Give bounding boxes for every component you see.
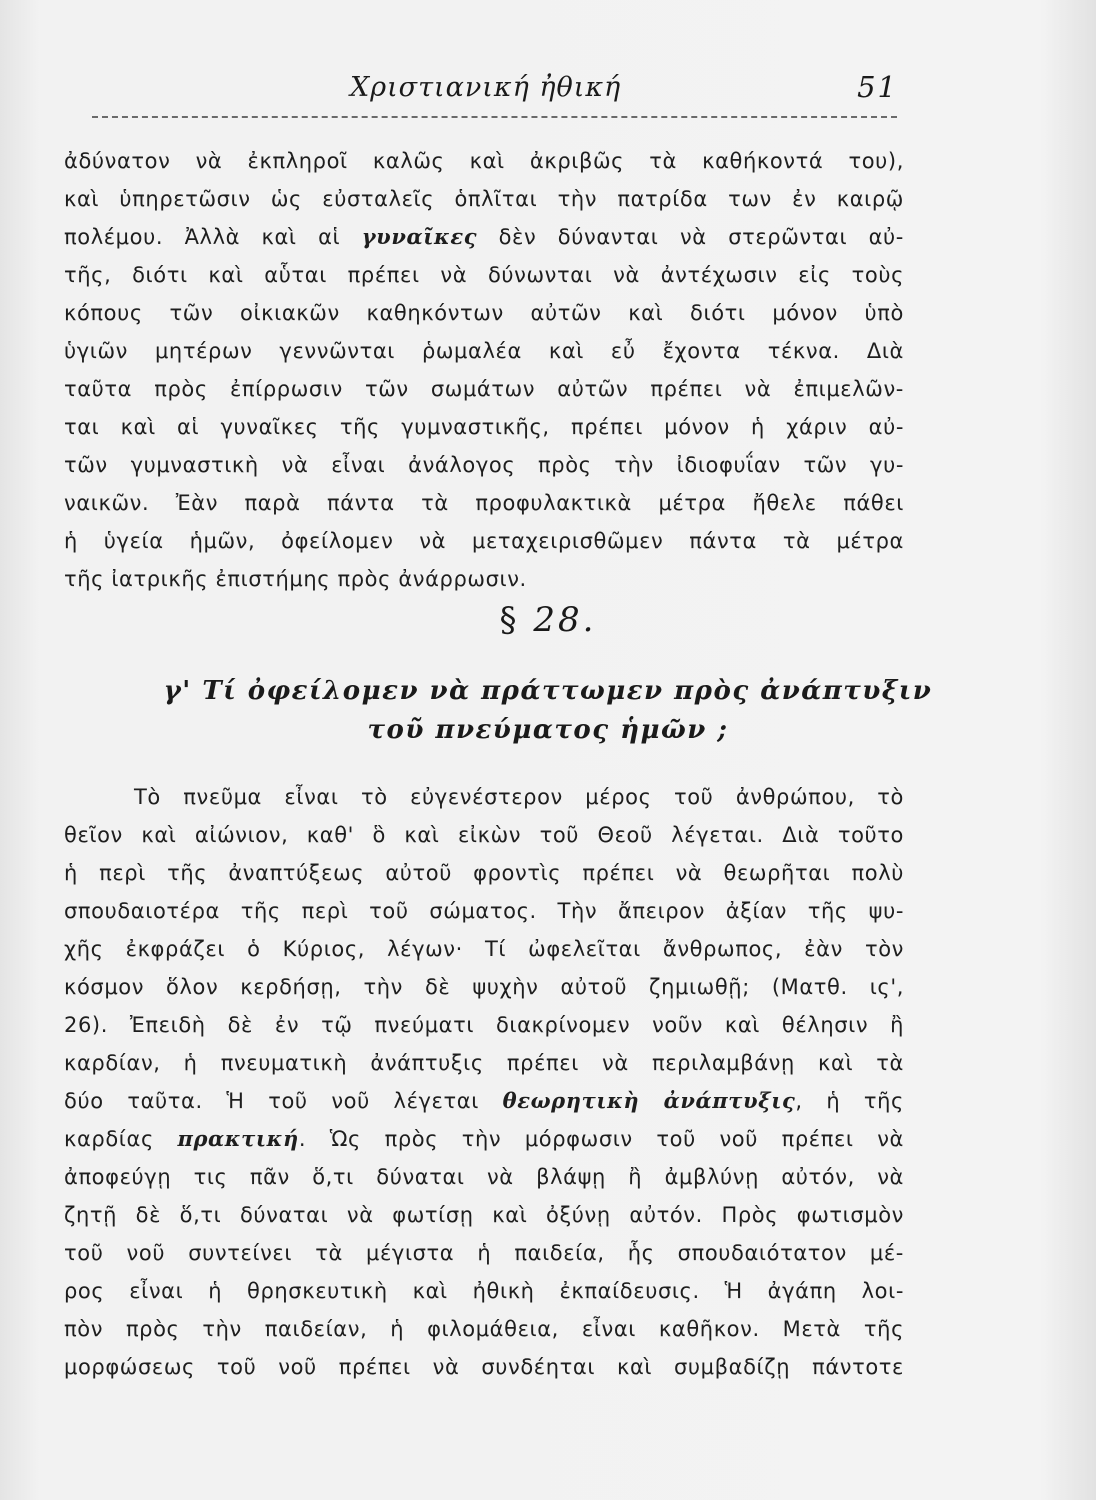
text-line: ζητῇ δὲ ὅ,τι δύναται νὰ φωτίσῃ καὶ ὀξύνῃ αὐτόν. Πρὸς φωτισμὸν <box>64 1203 904 1227</box>
text-line: 26). Ἐπειδὴ δὲ ἐν τῷ πνεύματι διακρίνομεν νοῦν καὶ θέλησιν ἢ <box>64 1013 904 1037</box>
section-number <box>0 600 1096 640</box>
text-line: ναικῶν. Ἐὰν παρὰ πάντα τὰ προφυλακτικὰ μέτρα ἤθελε πάθει <box>64 491 904 515</box>
running-title: Χριστιανική ἠθική <box>350 72 622 103</box>
text-line <box>64 1082 904 1120</box>
text-line: καὶ ὑπηρετῶσιν ὡς εὐσταλεῖς ὁπλῖται τὴν πατρίδα των ἐν καιρῷ <box>64 187 904 211</box>
text-line: πὸν πρὸς τὴν παιδείαν, ἡ φιλομάθεια, εἶναι καθῆκον. Μετὰ τῆς <box>64 1317 904 1341</box>
page-number: 51 <box>857 70 898 104</box>
text-line <box>64 1120 904 1158</box>
text-line: ταῦτα πρὸς ἐπίρρωσιν τῶν σωμάτων αὐτῶν πρέπει νὰ ἐπιμελῶν- <box>64 377 904 401</box>
text-span: , ἡ τῆς <box>795 1089 904 1113</box>
text-line: ἀποφεύγῃ τις πᾶν ὅ,τι δύναται νὰ βλάψῃ ἢ ἀμβλύνῃ αὐτόν, νὰ <box>64 1165 904 1189</box>
page-header <box>60 70 900 110</box>
emphasis-women: γυναῖκες <box>361 224 478 249</box>
text-span: . Ὡς πρὸς τὴν μόρφωσιν τοῦ νοῦ πρέπει νὰ <box>298 1127 904 1151</box>
text-line: ἡ ὑγεία ἡμῶν, ὀφείλομεν νὰ μεταχειρισθῶμεν πάντα τὰ μέτρα <box>64 529 904 553</box>
text-line: ρος εἶναι ἡ θρησκευτικὴ καὶ ἠθικὴ ἐκπαίδευσις. Ἡ ἀγάπη λοι- <box>64 1279 904 1303</box>
text-line: τοῦ νοῦ συντείνει τὰ μέγιστα ἡ παιδεία, ἧς σπουδαιότατον μέ- <box>64 1241 904 1265</box>
text-line: ἀδύνατον νὰ ἐκπληροῖ καλῶς καὶ ἀκριβῶς τὰ καθήκοντά του), <box>64 149 904 173</box>
text-line: κόπους τῶν οἰκιακῶν καθηκόντων αὐτῶν καὶ διότι μόνον ὑπὸ <box>64 301 904 325</box>
emphasis-practical: πρακτική <box>177 1126 299 1151</box>
text-line: τῆς ἰατρικῆς ἐπιστήμης πρὸς ἀνάρρωσιν. <box>64 567 527 591</box>
text-line: καρδίαν, ἡ πνευματικὴ ἀνάπτυξις πρέπει νὰ περιλαμβάνῃ καὶ τὰ <box>64 1051 904 1075</box>
text-line: τῶν γυμναστικὴ νὰ εἶναι ἀνάλογος πρὸς τὴν ἰδιοφυΐαν τῶν γυ- <box>64 453 904 477</box>
section-number-value: 28. <box>533 600 597 640</box>
text-line: ὑγιῶν μητέρων γεννῶνται ῥωμαλέα καὶ εὖ ἔχοντα τέκνα. Διὰ <box>64 339 904 363</box>
text-line: ἡ περὶ τῆς ἀναπτύξεως αὐτοῦ φροντὶς πρέπει νὰ θεωρῆται πολὺ <box>64 861 904 885</box>
text-span: δὲν δύνανται νὰ στερῶνται αὐ- <box>498 225 904 249</box>
text-line <box>64 218 904 256</box>
text-line: χῆς ἐκφράζει ὁ Κύριος, λέγων· Τί ὠφελεῖται ἄνθρωπος, ἐὰν τὸν <box>64 937 904 961</box>
header-divider <box>92 116 897 118</box>
text-span: πολέμου. Ἀλλὰ καὶ αἱ <box>64 225 341 249</box>
text-line: τῆς, διότι καὶ αὗται πρέπει νὰ δύνωνται νὰ ἀντέχωσιν εἰς τοὺς <box>64 263 904 287</box>
text-line: μορφώσεως τοῦ νοῦ πρέπει νὰ συνδέηται καὶ συμβαδίζῃ πάντοτε <box>64 1355 904 1379</box>
section-heading-line-2: τοῦ πνεύματος ἡμῶν ; <box>367 715 729 745</box>
paragraph-spirit <box>64 778 904 1386</box>
section-heading-line-1: γ' Τί ὀφείλομεν νὰ πράττωμεν πρὸς ἀνάπτυξιν <box>163 676 933 706</box>
emphasis-theoretical: θεωρητικὴ ἀνάπτυξις <box>502 1088 796 1113</box>
text-span: καρδίας <box>64 1127 154 1151</box>
text-line: ται καὶ αἱ γυναῖκες τῆς γυμναστικῆς, πρέπει μόνον ἡ χάριν αὐ- <box>64 415 904 439</box>
text-span: δύο ταῦτα. Ἡ τοῦ νοῦ λέγεται <box>64 1089 479 1113</box>
text-line: κόσμον ὅλον κερδήσῃ, τὴν δὲ ψυχὴν αὐτοῦ ζημιωθῇ; (Ματθ. ις', <box>64 975 904 999</box>
paragraph-continued <box>64 142 904 598</box>
section-symbol: § <box>499 600 520 640</box>
text-line: θεῖον καὶ αἰώνιον, καθ' ὃ καὶ εἰκὼν τοῦ Θεοῦ λέγεται. Διὰ τοῦτο <box>64 823 904 847</box>
text-line: Τὸ πνεῦμα εἶναι τὸ εὐγενέστερον μέρος τοῦ ἀνθρώπου, τὸ <box>134 785 904 809</box>
text-line: σπουδαιοτέρα τῆς περὶ τοῦ σώματος. Τὴν ἄπειρον ἀξίαν τῆς ψυ- <box>64 899 904 923</box>
